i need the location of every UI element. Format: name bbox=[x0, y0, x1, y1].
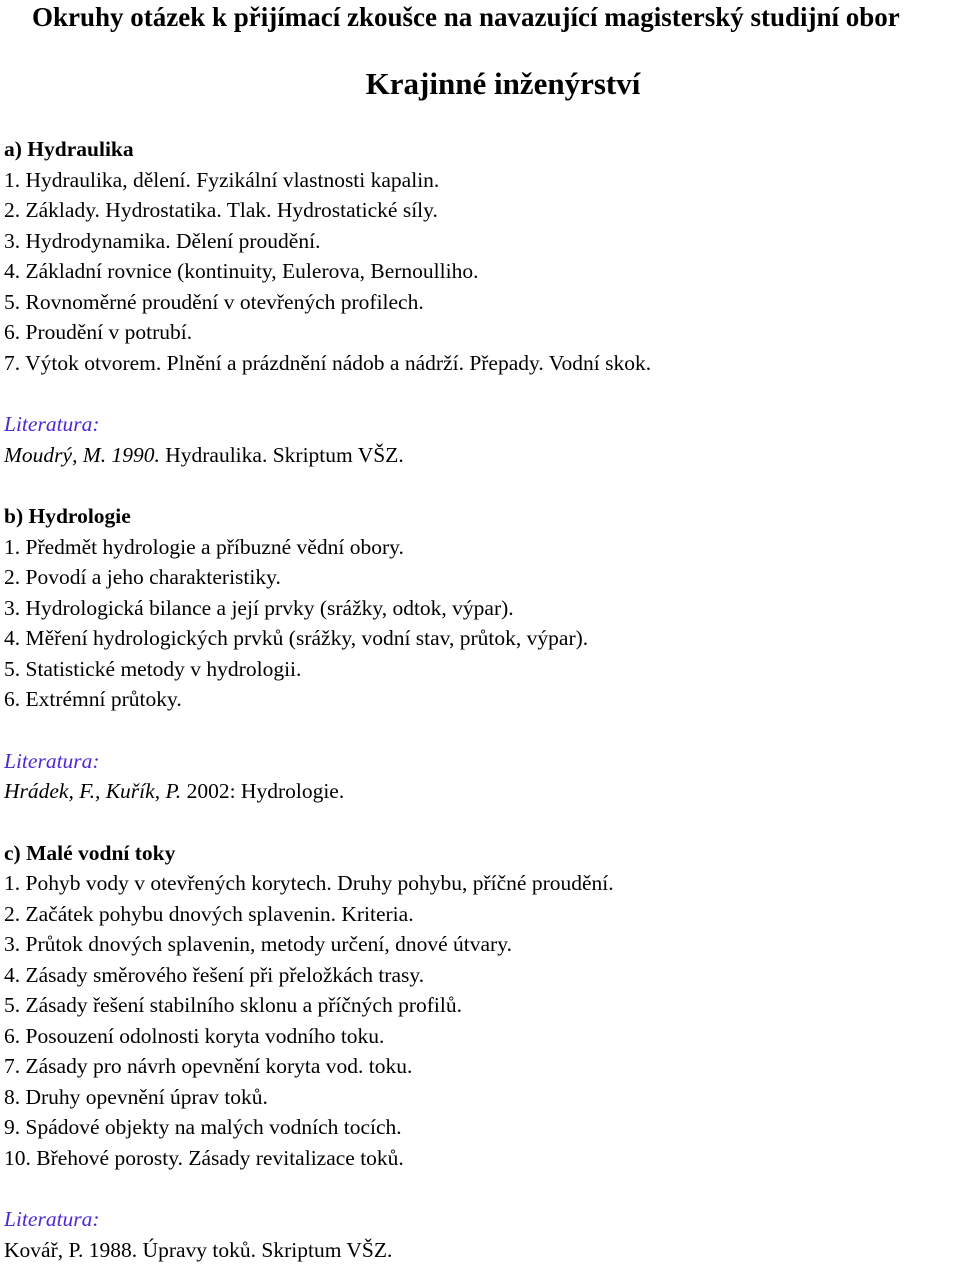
literature-label: Literatura: bbox=[4, 748, 100, 773]
list-item: 4. Měření hydrologických prvků (srážky, vodní stav, průtok, výpar). bbox=[4, 626, 589, 650]
list-item: 9. Spádové objekty na malých vodních tocích. bbox=[4, 1115, 402, 1139]
section-hydraulika bbox=[4, 134, 954, 501]
document-subtitle: Krajinné inženýrství bbox=[365, 66, 641, 101]
list-item: 6. Proudění v potrubí. bbox=[4, 320, 193, 344]
list-item: 8. Druhy opevnění úprav toků. bbox=[4, 1084, 268, 1109]
reference-authors: Moudrý, M. 1990. bbox=[4, 442, 160, 467]
literature-reference bbox=[4, 1235, 954, 1266]
document-body bbox=[4, 134, 954, 1265]
list-item: 1. Hydraulika, dělení. Fyzikální vlastnosti kapalin. bbox=[4, 167, 440, 192]
document-title: Okruhy otázek k přijímací zkoušce na navazující magisterský studijní obor bbox=[32, 2, 900, 32]
list-item: 3. Průtok dnových splavenin, metody určení, dnové útvary. bbox=[4, 932, 512, 956]
list-item: 7. Výtok otvorem. Plnění a prázdnění nádob a nádrží. Přepady. Vodní skok. bbox=[4, 350, 652, 375]
section-heading: c) Malé vodní toky bbox=[4, 840, 176, 865]
list-item: 10. Břehové porosty. Zásady revitalizace toků. bbox=[4, 1145, 404, 1170]
literature-label: Literatura: bbox=[4, 1207, 100, 1231]
section-male-vodni-toky bbox=[4, 838, 954, 1266]
list-item: 1. Pohyb vody v otevřených korytech. Druhy pohybu, příčné proudění. bbox=[4, 871, 614, 895]
list-item: 5. Zásady řešení stabilního sklonu a příčných profilů. bbox=[4, 993, 462, 1017]
list-item: 5. Rovnoměrné proudění v otevřených profilech. bbox=[4, 289, 424, 314]
reference-title: Kovář, P. 1988. Úpravy toků. Skriptum VŠZ. bbox=[4, 1237, 393, 1262]
list-item: 2. Povodí a jeho charakteristiky. bbox=[4, 565, 281, 589]
list-item: 3. Hydrodynamika. Dělení proudění. bbox=[4, 228, 321, 253]
literature-label: Literatura: bbox=[4, 412, 100, 436]
reference-title: 2002: Hydrologie. bbox=[181, 779, 345, 803]
list-item: 4. Základní rovnice (kontinuity, Eulerova, Bernoulliho. bbox=[4, 259, 479, 283]
list-item: 5. Statistické metody v hydrologii. bbox=[4, 656, 302, 681]
section-heading: a) Hydraulika bbox=[4, 137, 134, 161]
literature-reference bbox=[4, 776, 954, 807]
list-item: 2. Základy. Hydrostatika. Tlak. Hydrostatické síly. bbox=[4, 198, 438, 222]
list-item: 7. Zásady pro návrh opevnění koryta vod. toku. bbox=[4, 1054, 413, 1078]
section-hydrologie bbox=[4, 501, 954, 838]
list-item: 1. Předmět hydrologie a příbuzné vědní obory. bbox=[4, 534, 404, 559]
reference-authors: Hrádek, F., Kuřík, P. bbox=[4, 779, 182, 803]
section-heading: b) Hydrologie bbox=[4, 504, 131, 528]
list-item: 2. Začátek pohybu dnových splavenin. Kriteria. bbox=[4, 901, 414, 926]
list-item: 3. Hydrologická bilance a její prvky (srážky, odtok, výpar). bbox=[4, 595, 514, 620]
list-item: 6. Posouzení odolnosti koryta vodního toku. bbox=[4, 1023, 385, 1048]
reference-title: Hydraulika. Skriptum VŠZ. bbox=[159, 442, 404, 467]
literature-reference bbox=[4, 440, 954, 471]
list-item: 4. Zásady směrového řešení při přeložkách trasy. bbox=[4, 962, 425, 987]
list-item: 6. Extrémní průtoky. bbox=[4, 687, 182, 711]
